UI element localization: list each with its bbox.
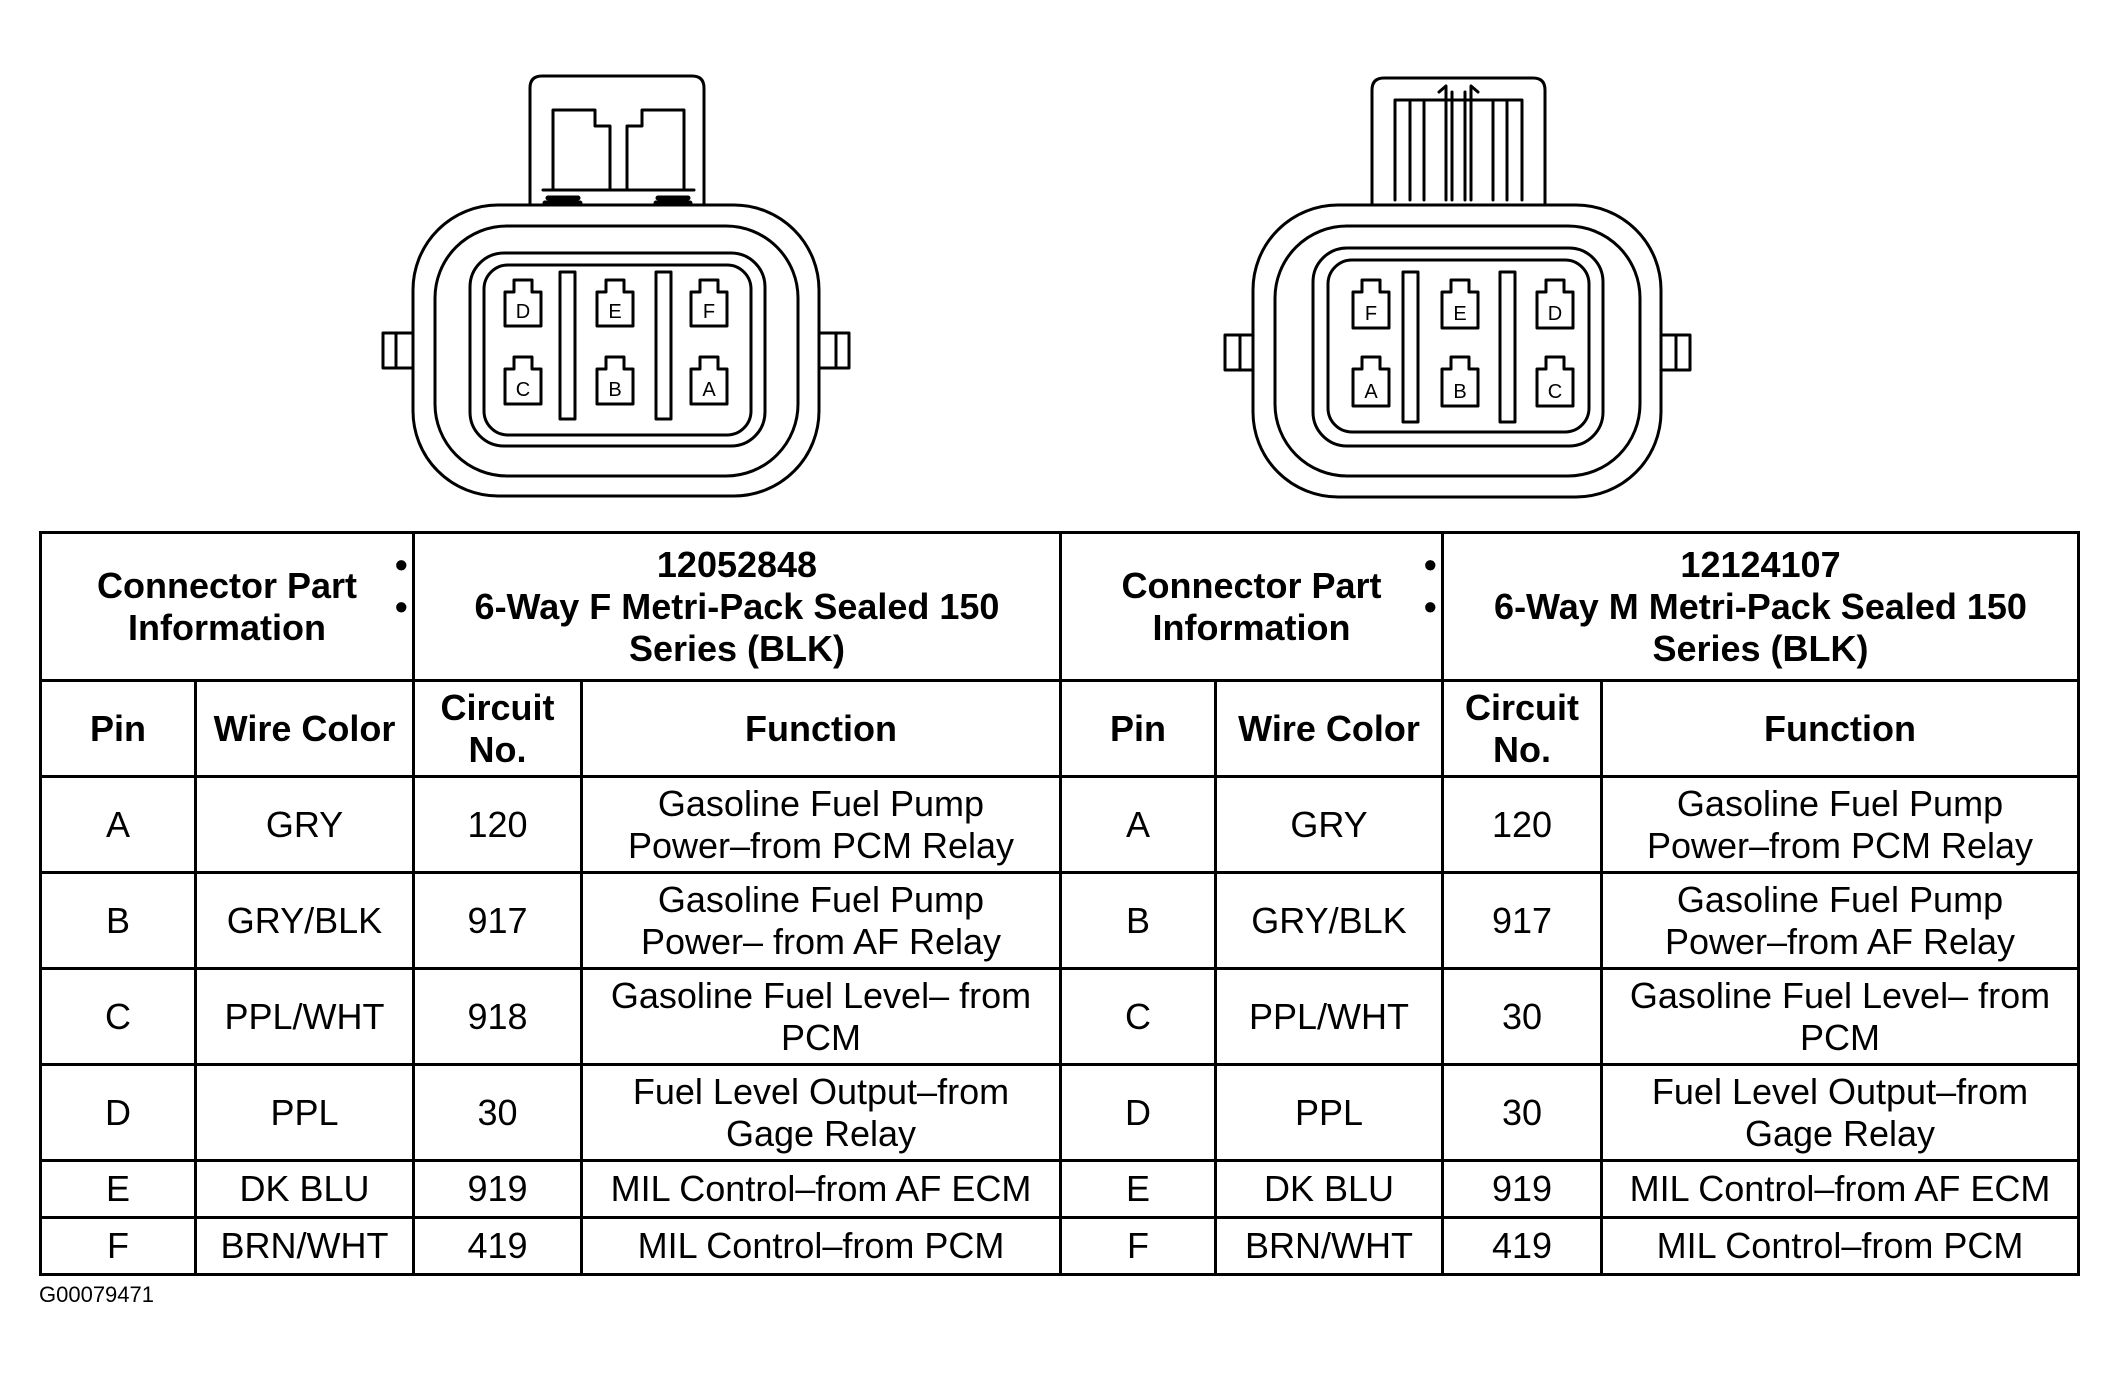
circuit-cell: 419 [414, 1218, 582, 1275]
function-cell: MIL Control–from AF ECM [582, 1161, 1061, 1218]
connector-1-cavity-label: D [515, 301, 531, 323]
circuit-cell: 419 [1443, 1218, 1602, 1275]
table-row [41, 969, 2079, 1065]
pin-cell: E [41, 1161, 196, 1218]
pin-cell: E [1061, 1161, 1216, 1218]
connector-2-cavity-label: C [1547, 381, 1563, 403]
pin-cell: C [1061, 969, 1216, 1065]
pin-cell: D [41, 1065, 196, 1161]
wire-color-cell: PPL/WHT [1216, 969, 1443, 1065]
function-cell: Gasoline Fuel Pump Power–from PCM Relay [582, 777, 1061, 873]
pin-cell: C [41, 969, 196, 1065]
connector-1-part-info [414, 533, 1061, 681]
pin-cell: B [41, 873, 196, 969]
wire-color-cell: PPL [196, 1065, 414, 1161]
connector-1-part-number: • 12052848 [425, 544, 1049, 586]
connector-2-cavity-label: B [1453, 381, 1467, 403]
function-cell: MIL Control–from AF ECM [1602, 1161, 2079, 1218]
wire-color-cell: DK BLU [1216, 1161, 1443, 1218]
function-cell: Fuel Level Output–from Gage Relay [582, 1065, 1061, 1161]
connector-1-description: • 6-Way F Metri-Pack Sealed 150 Series (BLK) [425, 586, 1049, 670]
connector-1-cavity-label: F [702, 301, 716, 323]
circuit-cell: 917 [1443, 873, 1602, 969]
table-row [41, 777, 2079, 873]
circuit-cell: 30 [414, 1065, 582, 1161]
function-cell: Gasoline Fuel Pump Power– from AF Relay [582, 873, 1061, 969]
function-cell: MIL Control–from PCM [1602, 1218, 2079, 1275]
circuit-header: Circuit No. [414, 681, 582, 777]
circuit-cell: 917 [414, 873, 582, 969]
connector-2-cavity-label: F [1364, 303, 1378, 325]
pin-cell: B [1061, 873, 1216, 969]
pin-cell: A [41, 777, 196, 873]
table-row [41, 873, 2079, 969]
connector-2-cavity-label: E [1453, 303, 1467, 325]
pin-header: Pin [1061, 681, 1216, 777]
wire-color-cell: GRY [196, 777, 414, 873]
circuit-cell: 30 [1443, 1065, 1602, 1161]
function-header: Function [1602, 681, 2079, 777]
circuit-cell: 918 [414, 969, 582, 1065]
circuit-cell: 120 [1443, 777, 1602, 873]
function-header: Function [582, 681, 1061, 777]
connector-2-part-info [1443, 533, 2079, 681]
connector-2-part-number: • 12124107 [1454, 544, 2067, 586]
function-cell: Gasoline Fuel Level– from PCM [582, 969, 1061, 1065]
connector-2-info-label: Connector Part Information [1061, 533, 1443, 681]
figure-id: G00079471 [39, 1282, 154, 1307]
wire-color-cell: GRY [1216, 777, 1443, 873]
connector-1-face [383, 76, 849, 496]
function-cell: Gasoline Fuel Pump Power–from PCM Relay [1602, 777, 2079, 873]
wire-color-cell: GRY/BLK [1216, 873, 1443, 969]
connector-2-cavity-label: A [1364, 381, 1378, 403]
pin-cell: F [41, 1218, 196, 1275]
table-row [41, 1161, 2079, 1218]
circuit-cell: 30 [1443, 969, 1602, 1065]
pinout-table [39, 531, 2080, 1276]
connector-1-info-label: Connector Part Information [41, 533, 414, 681]
function-cell: MIL Control–from PCM [582, 1218, 1061, 1275]
connector-info-row [41, 533, 2079, 681]
circuit-header: Circuit No. [1443, 681, 1602, 777]
pin-cell: F [1061, 1218, 1216, 1275]
column-header-row [41, 681, 2079, 777]
connector-face-drawings [0, 0, 2109, 530]
wire-color-cell: BRN/WHT [1216, 1218, 1443, 1275]
connector-1-cavity-label: C [515, 379, 531, 401]
connector-1-cavity-label: A [702, 379, 716, 401]
circuit-cell: 919 [1443, 1161, 1602, 1218]
connector-2-cavity-label: D [1547, 303, 1563, 325]
wire-color-cell: BRN/WHT [196, 1218, 414, 1275]
function-cell: Gasoline Fuel Level– from PCM [1602, 969, 2079, 1065]
wire-color-cell: GRY/BLK [196, 873, 414, 969]
wire-color-header: Wire Color [1216, 681, 1443, 777]
circuit-cell: 919 [414, 1161, 582, 1218]
pin-cell: A [1061, 777, 1216, 873]
connector-2-description: • 6-Way M Metri-Pack Sealed 150 Series (BLK) [1454, 586, 2067, 670]
connector-1-cavity-label: B [608, 379, 622, 401]
function-cell: Gasoline Fuel Pump Power–from AF Relay [1602, 873, 2079, 969]
connector-2-face [1225, 78, 1690, 497]
pin-cell: D [1061, 1065, 1216, 1161]
wire-color-cell: PPL/WHT [196, 969, 414, 1065]
function-cell: Fuel Level Output–from Gage Relay [1602, 1065, 2079, 1161]
circuit-cell: 120 [414, 777, 582, 873]
table-row [41, 1218, 2079, 1275]
wire-color-cell: DK BLU [196, 1161, 414, 1218]
connector-1-cavity-label: E [608, 301, 622, 323]
pin-header: Pin [41, 681, 196, 777]
wire-color-header: Wire Color [196, 681, 414, 777]
wire-color-cell: PPL [1216, 1065, 1443, 1161]
table-row [41, 1065, 2079, 1161]
